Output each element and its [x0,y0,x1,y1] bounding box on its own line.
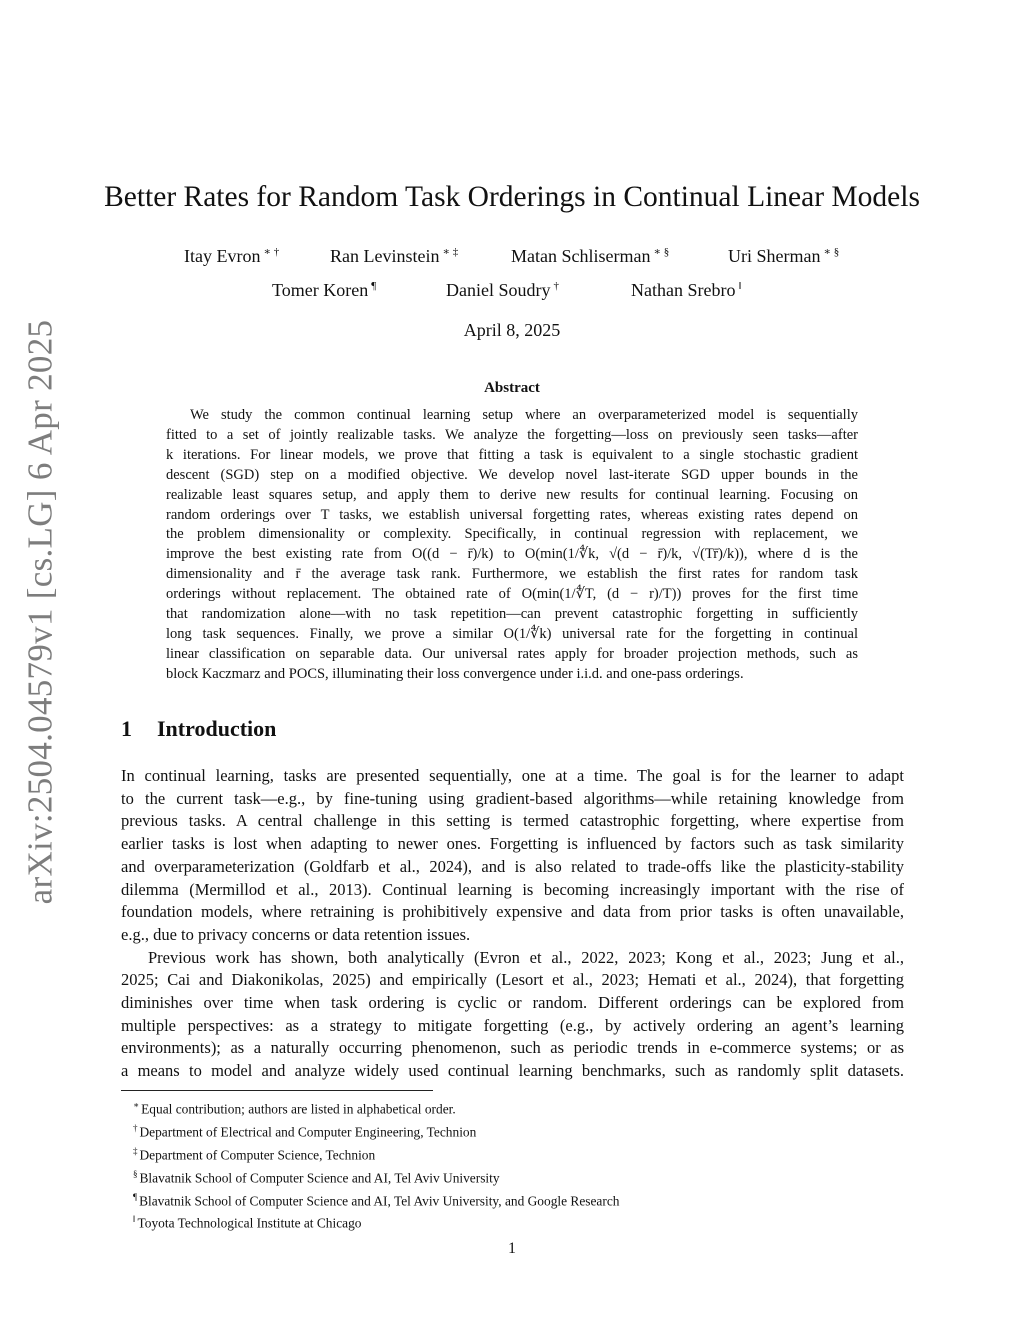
intro-line: Previous work has shown, both analytically (Evron et al., 2022, 2023; Kong et al., 2023; Jung et al., [148,947,904,967]
page-number: 1 [508,1240,516,1257]
author: Daniel Soudry † [446,280,559,300]
intro-line: multiple perspectives: as a strategy to mitigate forgetting (e.g., by actively ordering an agent’s learning [121,1015,904,1035]
footnote: ¶ Blavatnik School of Computer Science and AI, Tel Aviv University, and Google Research [133,1191,620,1208]
introduction-body [121,765,904,1083]
intro-line: In continual learning, tasks are presented sequentially, one at a time. The goal is for the learner to adapt [121,766,904,785]
author: Matan Schliserman ∗ § [511,246,670,266]
intro-line: dilemma (Mermillod et al., 2013). Continual learning is becoming increasingly important with the rise of [121,879,904,899]
intro-line: to the current task—e.g., by fine-tuning using gradient-based algorithms—while retaining knowledge from [121,788,904,808]
footnote: ‖ Toyota Technological Institute at Chicago [133,1214,362,1231]
intro-line: e.g., due to privacy concerns or data retention issues. [121,924,471,944]
section-number: 1 [121,716,132,741]
intro-line: earlier tasks is lost when adapting to newer ones. Forgetting is influenced by factors such as task similarity [121,834,904,854]
abstract-line: fitted to a set of jointly realizable tasks. We analyze the forgetting—loss on previously seen tasks—after [166,426,858,443]
footnotes [133,1096,619,1233]
intro-line: foundation models, where retraining is prohibitively expensive and data from prior tasks is often unavailable, [121,902,904,922]
author: Ran Levinstein ∗ ‡ [330,246,459,266]
section-heading [121,716,276,742]
abstract-line: k iterations. For linear models, we prove that fitting a task is equivalent to a single stochastic gradient [166,446,858,463]
footnote: ∗ Equal contribution; authors are listed in alphabetical order. [133,1100,456,1117]
abstract-line: long task sequences. Finally, we prove a similar O(1/∜k) universal rate for the forgetting in continual [166,625,858,642]
intro-line: and overparameterization (Goldfarb et al., 2024), and is also related to trade-offs like the plasticity-stability [121,856,904,876]
section-title: Introduction [157,716,277,741]
abstract-line: random orderings over T tasks, we establish universal forgetting rates, whereas existing rates depend on [166,506,858,523]
abstract-line: the problem dimensionality or complexity. Specifically, in continual regression with replacement, we [166,526,858,543]
abstract-line: linear classification on separable data. Our universal rates apply for broader projection methods, such as [166,645,858,662]
footnote: † Department of Electrical and Computer Engineering, Technion [133,1122,477,1140]
abstract-line: We study the common continual learning setup where an overparameterized model is sequentially [190,407,858,423]
abstract-line: realizable least squares setup, and apply them to derive new results for continual learning. Focusing on [166,486,858,503]
paper-title: Better Rates for Random Task Orderings in Continual Linear Models [104,181,920,213]
abstract-line: improve the best existing rate from O((d − r̄)/k) to O(min(1/∜k, √(d − r̄)/k, √(Tr̄)/k)), where d is the [166,546,858,563]
abstract-body [166,406,858,685]
abstract-heading: Abstract [484,380,540,396]
intro-line: diminishes over time when task ordering is cyclic or random. Different orderings can be explored from [121,993,904,1013]
abstract-line: block Kaczmarz and POCS, illuminating their loss convergence under i.i.d. and one-pass orderings. [166,665,744,682]
footnote: ‡ Department of Computer Science, Technion [133,1145,376,1163]
abstract-line: dimensionality and r̄ the average task rank. Furthermore, we establish the first rates for random task [166,566,858,583]
abstract-line: that randomization alone—with no task repetition—can prevent catastrophic forgetting in sufficiently [166,606,858,623]
intro-line: previous tasks. A central challenge in this setting is termed catastrophic forgetting, where expertise from [121,811,904,831]
footnote-rule [121,1090,433,1091]
footnote: § Blavatnik School of Computer Science and AI, Tel Aviv University [133,1168,500,1186]
author: Nathan Srebro ‖ [631,280,742,300]
author: Itay Evron ∗ † [184,246,280,266]
author: Tomer Koren ¶ [272,280,377,300]
intro-line: environments); as a naturally occurring phenomenon, such as periodic trends in e-commerce systems; or as [121,1038,904,1058]
intro-line: 2025; Cai and Diakonikolas, 2025) and empirically (Lesort et al., 2023; Hemati et al., 2024), that forgetting [121,970,904,990]
paper-date: April 8, 2025 [463,320,561,340]
intro-line: a means to model and analyze widely used continual learning benchmarks, such as randomly split datasets. [121,1061,904,1081]
author: Uri Sherman ∗ § [728,246,840,266]
abstract-line: orderings without replacement. The obtained rate of O(min(1/∜T, (d − r)/T)) proves for the first time [166,586,858,603]
abstract-line: descent (SGD) step on a modified objective. We develop novel last-iterate SGD upper bounds in the [166,466,858,483]
arxiv-sidebar-stamp [18,319,62,905]
arxiv-id: arXiv:2504.04579v1 [cs.LG] 6 Apr 2025 [20,319,60,905]
